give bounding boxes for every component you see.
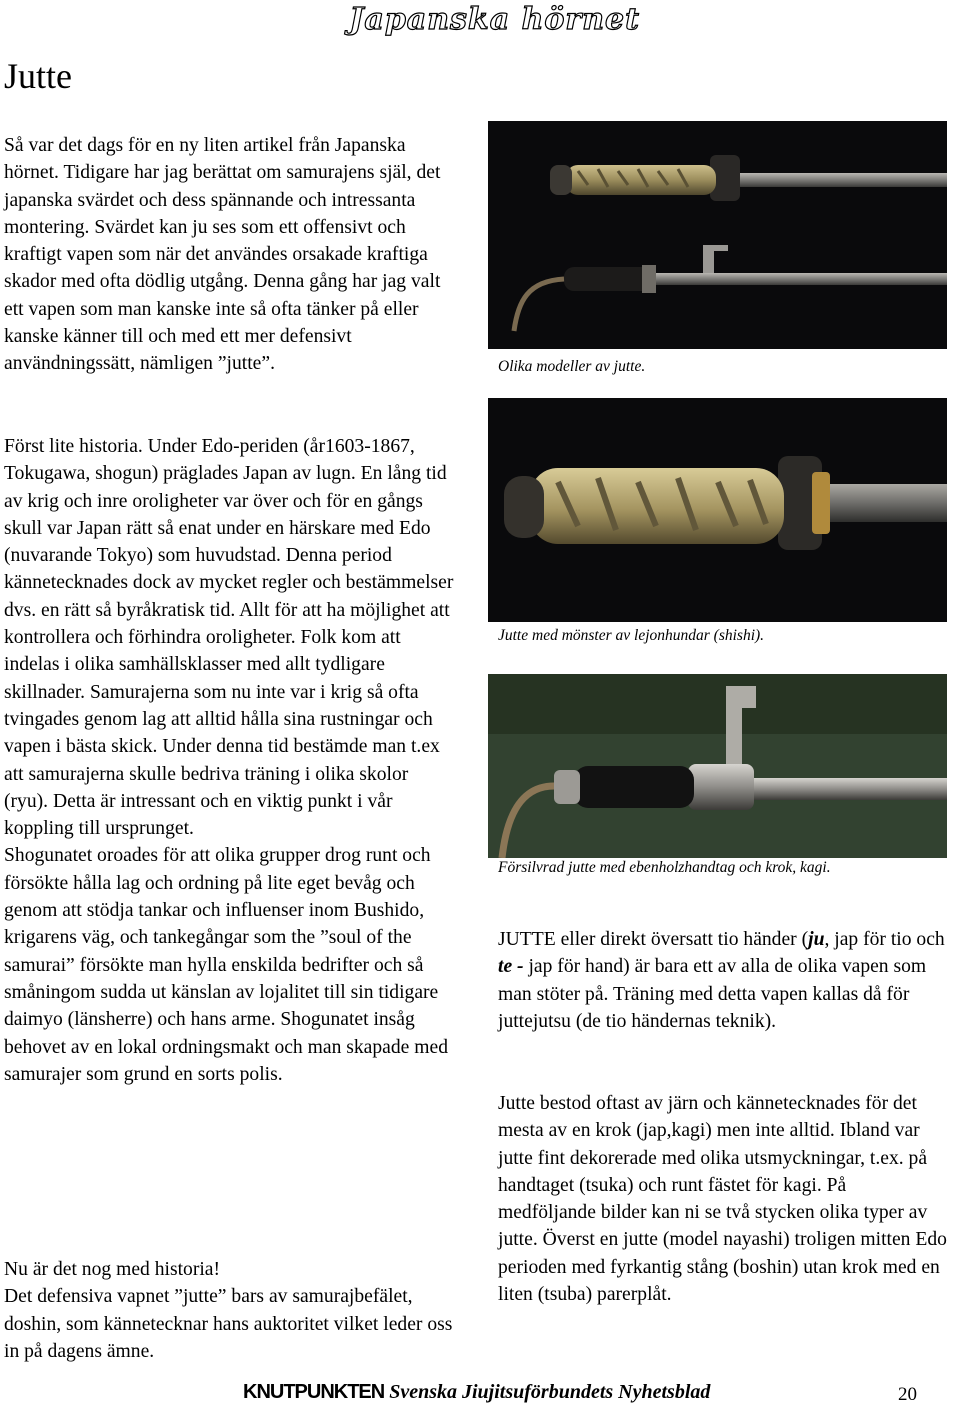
- caption-jutte-silvered: Försilvrad jutte med ebenholzhandtag och krok, kagi.: [498, 859, 831, 876]
- intro-paragraph: Så var det dags för en ny liten artikel från Japanska hörnet. Tidigare har jag berättat om samurajens själ, det japanska svärdet och dess spännande och intressanta montering. Svärdet kan ju ses som ett offensivt och kraftigt vapen som när det användes orsakade kraftiga skador med ofta dödlig utgång. Denna gång har jag valt ett vapen som man kanske inte så ofta tänker på eller kanske känner till och med ett mer defensivt användningssätt, nämligen ”jutte”.: [4, 135, 441, 375]
- closing-line: Nu är det nog med historia!: [4, 1259, 221, 1280]
- jutte-silvered-illustration: [488, 674, 947, 858]
- shogunate-paragraph: Shogunatet oroades för att olika grupper drog runt och försökte hålla lag och ordning på lite eget bevåg och genom att stödja tankar och influenser inom Bushido, krigarens väg, och tankegångar som the ”soul of the samurai” försökte man hylla enskilda bedrifter och så småningom sudda ut känslan av lojalitet till sin tidigare daimyo (länsherre) och hans arme. Shogunatet insåg behovet av en lokal ordningsmakt och man skapade med samurajer som grund en sorts polis.: [4, 845, 448, 1085]
- description-paragraph: Jutte bestod oftast av järn och kännetecknades för det mesta av en krok (jap,kagi) men inte alltid. Ibland var jutte fint dekorerade med olika utsmyckningar, t.ex. på handtaget (tsuka) och runt fästet för kagi. På medföljande bilder kan ni se två stycken olika typer av jutte. Överst en jutte (model nayashi) troligen mitten Edo perioden med fyrkantig stång (boshin) utan krok med en liten (tsuba) parerplåt.: [498, 1093, 947, 1306]
- caption-jutte-models: Olika modeller av jutte.: [498, 358, 646, 375]
- history-paragraph: Först lite historia. Under Edo-periden (år1603-1867, Tokugawa, shogun) präglades Japan av lugn. En lång tid av krig och inre oroligheter var över och för en gångs skull var Japan rätt så enat under en härskare med Edo (nuvarande Tokyo) som huvudstad. Denna period kännetecknades dock av mycket regler och bestämmelser dvs. en rätt så byråkratisk tid. Allt för att ha möjlighet att kontrollera och förhindra oroligheter. Folk kom att indelas i olika samhällsklasser med allt tydligare skillnader. Samurajerna som nu inte var i krig så ofta tvingades genom lag att alltid hålla sina rustningar och vapen i bästa skick. Under denna tid bestämde man t.ex att samurajerna skulle bedriva träning i olika skolor (ryu). Detta är intressant och en viktig punkt i vår koppling till ursprunget.: [4, 436, 454, 840]
- definition-text-a: JUTTE eller direkt översatt tio händer (: [498, 929, 809, 950]
- term-ju: ju: [808, 929, 825, 950]
- article-title: Jutte: [4, 56, 72, 96]
- page-number: 20: [898, 1384, 917, 1405]
- jutte-shishi-illustration: [488, 398, 947, 622]
- left-column-history: [4, 433, 454, 1088]
- caption-jutte-shishi: Jutte med mönster av lejonhundar (shishi).: [498, 627, 765, 644]
- right-column-description: [498, 1090, 948, 1308]
- left-column-intro: [4, 132, 454, 378]
- section-header: Japanska hörnet: [349, 2, 640, 37]
- definition-text-c: jap för hand) är bara ett av alla de olika vapen som man stöter på. Träning med detta vapen kallas då för juttejutsu (de tio händernas teknik).: [498, 956, 927, 1032]
- footer: [243, 1381, 710, 1404]
- photo-jutte-shishi: [488, 398, 947, 622]
- footer-brand: KNUTPUNKTEN: [243, 1381, 385, 1403]
- photo-jutte-silvered: [488, 674, 947, 858]
- definition-paragraph: [498, 926, 948, 1035]
- right-column-definition: [498, 926, 948, 1035]
- footer-publication: Svenska Jiujitsuförbundets Nyhetsblad: [389, 1381, 711, 1403]
- definition-text-b: , jap för tio och: [824, 929, 945, 950]
- left-column-closing: [4, 1256, 454, 1365]
- jutte-models-illustration: [488, 121, 947, 349]
- closing-paragraph: Det defensiva vapnet ”jutte” bars av samurajbefälet, doshin, som kännetecknar hans auktoritet vilket leder oss in på dagens ämne.: [4, 1286, 453, 1362]
- term-te: te -: [498, 956, 524, 978]
- photo-jutte-models: [488, 121, 947, 349]
